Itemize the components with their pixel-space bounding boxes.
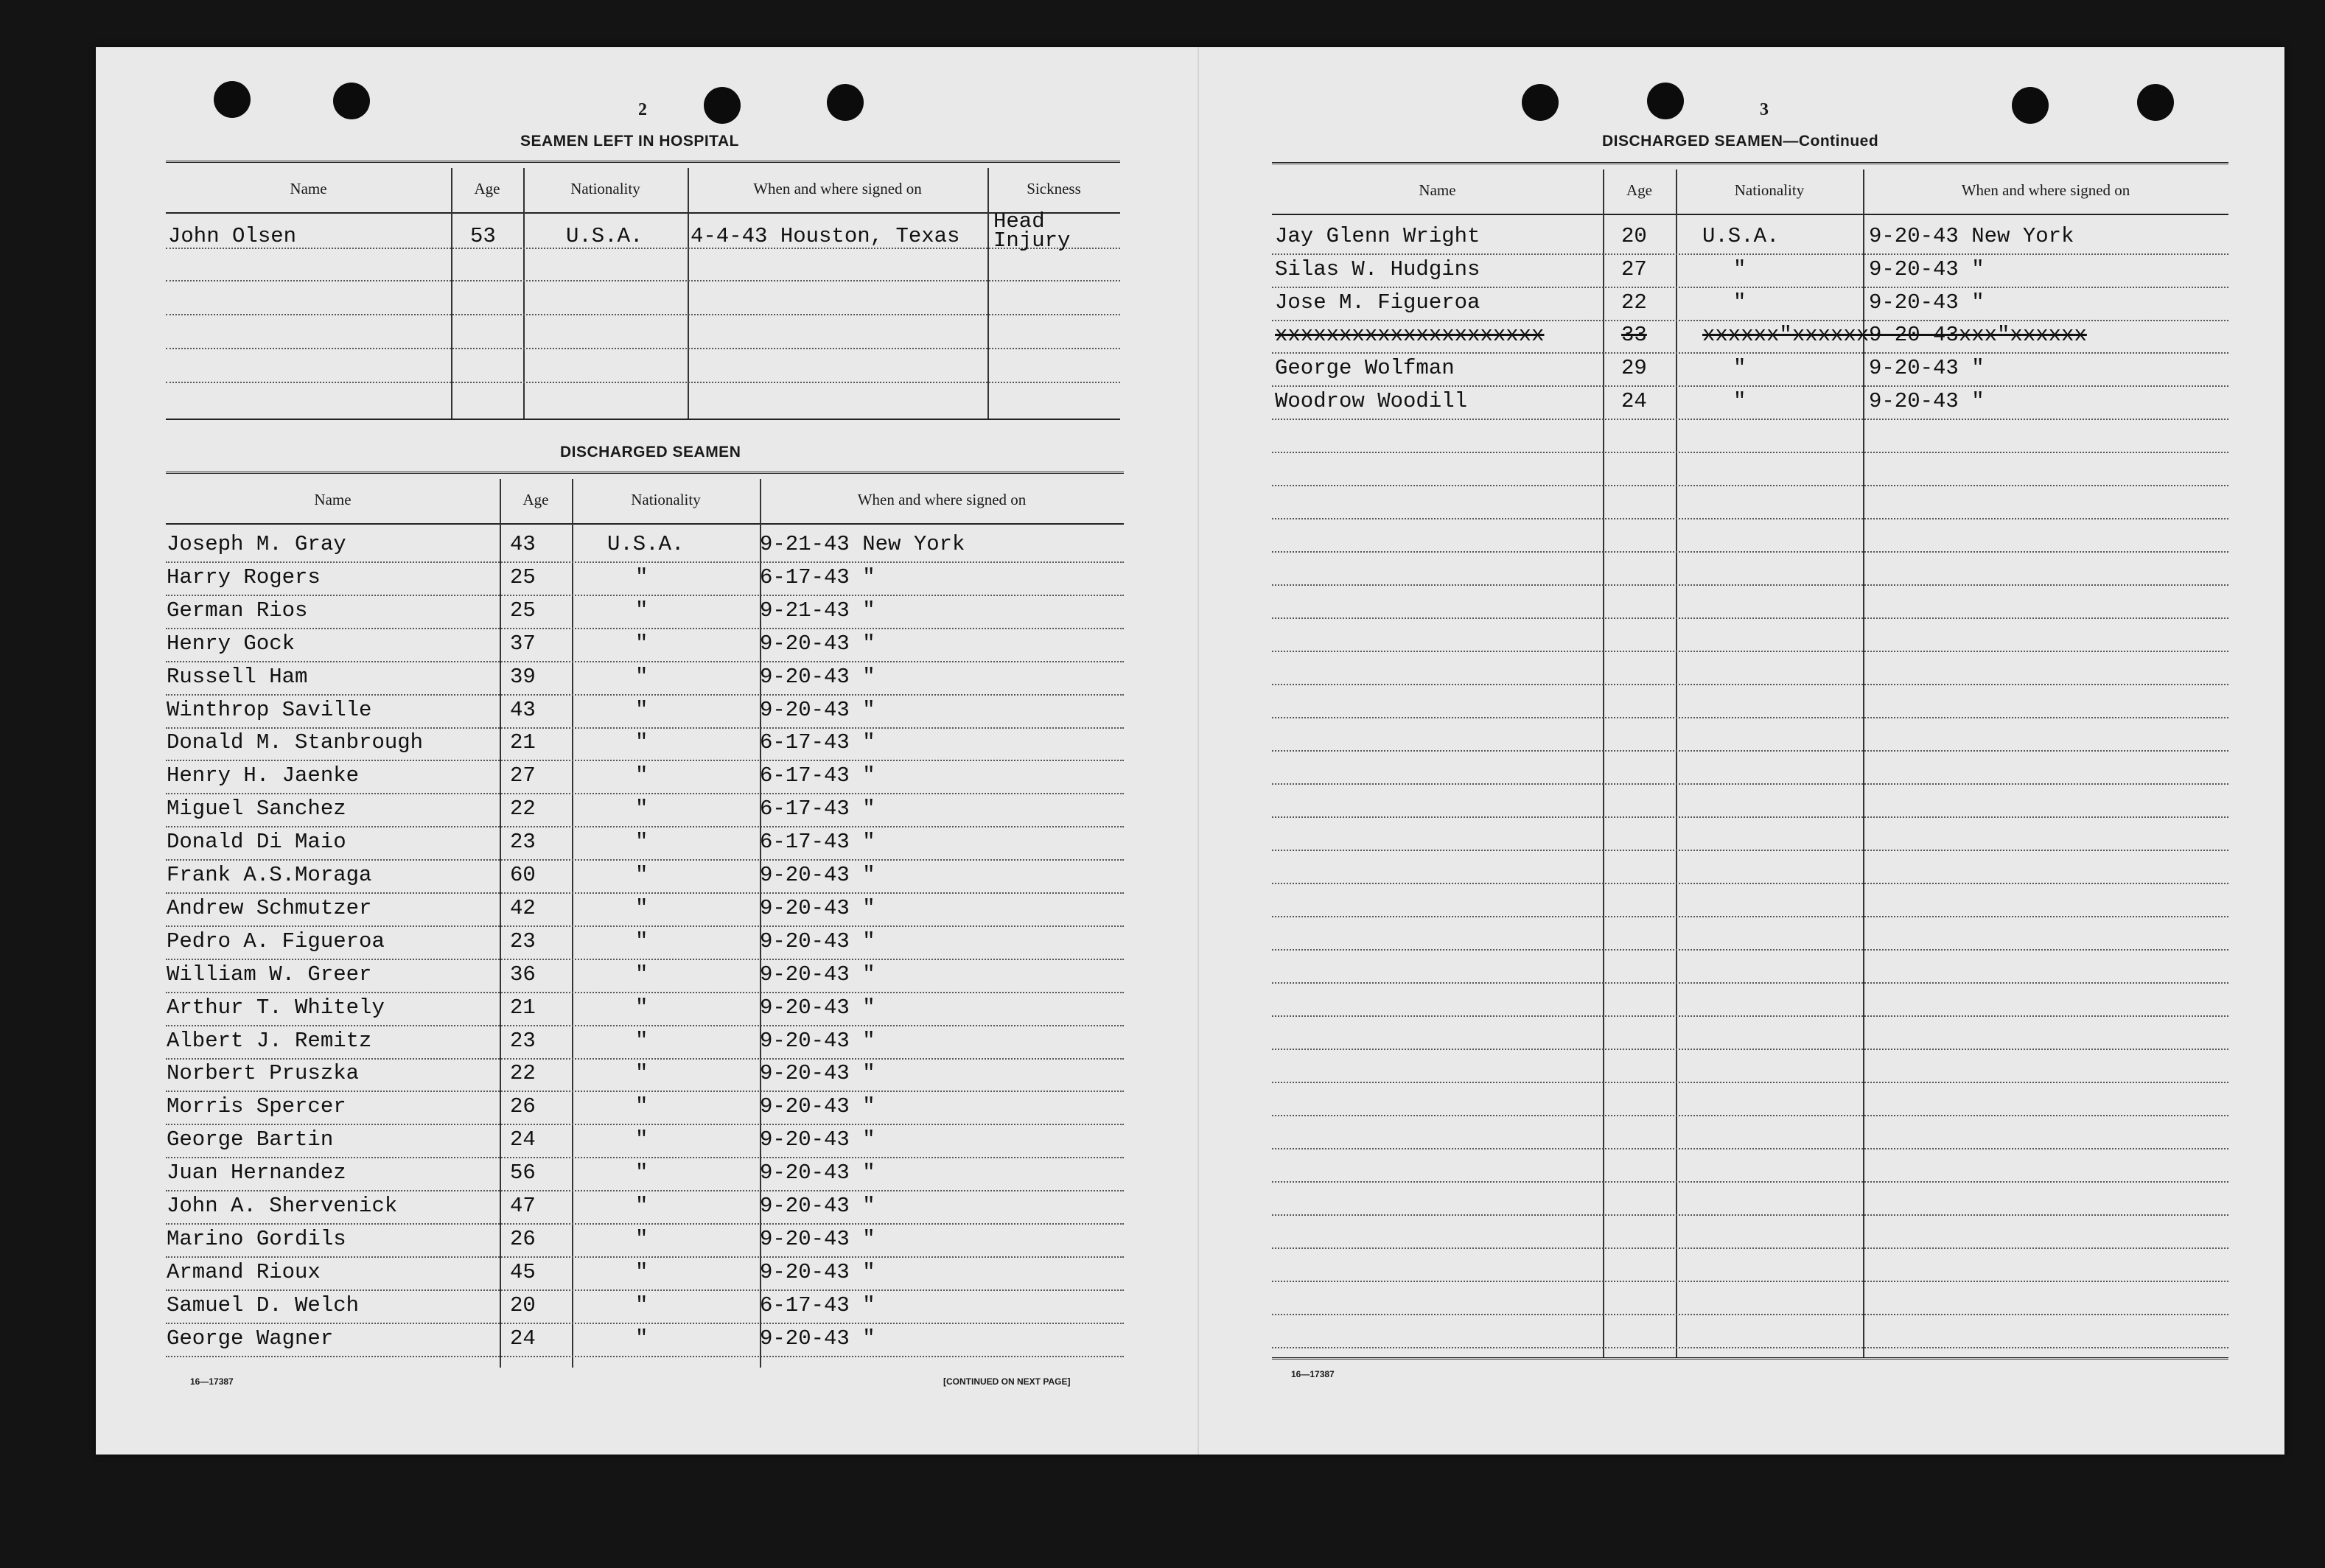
row-line xyxy=(1272,651,2228,652)
seaman-name: Henry H. Jaenke xyxy=(167,763,360,788)
row-line xyxy=(166,826,1124,827)
row-line xyxy=(1272,916,2228,917)
seaman-name: Juan Hernandez xyxy=(167,1161,346,1185)
seaman-nationality: " xyxy=(635,896,648,920)
seaman-nationality: U.S.A. xyxy=(607,532,685,556)
row-line xyxy=(1272,750,2228,752)
column-divider xyxy=(1863,169,1864,1357)
punch-hole xyxy=(704,87,741,124)
seaman-nationality: " xyxy=(635,631,648,656)
row-line xyxy=(166,661,1124,662)
punch-hole xyxy=(2137,84,2174,121)
signed-on: 9-20-43 " xyxy=(760,1227,875,1251)
seaman-age: 25 xyxy=(510,565,536,589)
seaman-age: 29 xyxy=(1621,356,1647,380)
seaman-name: George Wagner xyxy=(167,1326,334,1351)
seaman-age: 56 xyxy=(510,1161,536,1185)
seaman-age: 60 xyxy=(510,863,536,887)
seaman-name: Samuel D. Welch xyxy=(167,1293,360,1317)
column-divider xyxy=(1603,169,1604,1357)
seaman-name: Silas W. Hudgins xyxy=(1275,257,1480,281)
row-line xyxy=(1272,1015,2228,1017)
seaman-name: Donald M. Stanbrough xyxy=(167,730,424,755)
seaman-nationality: " xyxy=(635,565,648,589)
signed-on: 9-20-43 " xyxy=(760,1029,875,1053)
seaman-nationality: " xyxy=(635,830,648,854)
row-line xyxy=(1272,1082,2228,1083)
signed-on: 6-17-43 " xyxy=(760,830,875,854)
row-line xyxy=(1272,518,2228,519)
column-header: Name xyxy=(314,491,352,508)
row-line xyxy=(166,595,1124,596)
row-line xyxy=(166,859,1124,861)
row-line xyxy=(166,1124,1124,1125)
row-line xyxy=(1272,551,2228,553)
form-number: 16—17387 xyxy=(190,1376,234,1387)
column-divider xyxy=(987,168,989,419)
seaman-nationality: " xyxy=(635,995,648,1020)
seaman-age: 24 xyxy=(510,1326,536,1351)
seaman-age: 27 xyxy=(510,763,536,788)
form-number: 16—17387 xyxy=(1291,1369,1335,1379)
signed-on: 9-20-43 " xyxy=(1869,257,1985,281)
seaman-age: 23 xyxy=(510,929,536,953)
signed-on: 9-20-43 " xyxy=(760,1194,875,1218)
row-line xyxy=(1272,783,2228,785)
row-line xyxy=(166,248,1120,249)
row-line xyxy=(1272,385,2228,387)
seaman-age: 26 xyxy=(510,1227,536,1251)
seaman-name: John A. Shervenick xyxy=(167,1194,398,1218)
seaman-age: 21 xyxy=(510,995,536,1020)
row-line xyxy=(1272,1181,2228,1183)
seaman-nationality: " xyxy=(635,1260,648,1284)
punch-hole xyxy=(827,84,864,121)
signed-on: 9-20-43 " xyxy=(1869,389,1985,413)
seaman-age: 39 xyxy=(510,665,536,689)
signed-on: 9-20-43 " xyxy=(760,863,875,887)
seaman-name: Jay Glenn Wright xyxy=(1275,224,1480,248)
seaman-age: 27 xyxy=(1621,257,1647,281)
sickness: Head xyxy=(993,209,1045,234)
seaman-name: Harry Rogers xyxy=(167,565,321,589)
column-header: Sickness xyxy=(1027,180,1081,197)
row-line xyxy=(1272,584,2228,586)
signed-on: 9-20-43 " xyxy=(760,1326,875,1351)
seaman-age: 23 xyxy=(510,1029,536,1053)
row-line xyxy=(166,959,1124,960)
section-title: SEAMEN LEFT IN HOSPITAL xyxy=(520,133,739,150)
column-header: Name xyxy=(1419,181,1456,199)
seaman-nationality: " xyxy=(635,863,648,887)
seaman-age: 22 xyxy=(510,1061,536,1085)
seaman-name: Pedro A. Figueroa xyxy=(167,929,385,953)
row-line xyxy=(1272,1314,2228,1315)
signed-on: 4-4-43 Houston, Texas xyxy=(690,224,960,248)
seaman-name: Armand Rioux xyxy=(167,1260,321,1284)
row-line xyxy=(1272,419,2228,420)
signed-on: 9-20-43 " xyxy=(760,665,875,689)
signed-on: 9-20-43 " xyxy=(1869,290,1985,315)
seaman-name: Miguel Sanchez xyxy=(167,797,346,821)
signed-on: 9-21-43 " xyxy=(760,598,875,623)
page-number: 2 xyxy=(638,100,647,119)
seaman-nationality: " xyxy=(635,698,648,722)
row-line xyxy=(1272,485,2228,486)
seaman-name: Joseph M. Gray xyxy=(167,532,346,556)
seaman-nationality: " xyxy=(635,1293,648,1317)
seaman-name: Frank A.S.Moraga xyxy=(167,863,372,887)
row-line xyxy=(166,727,1124,729)
page-fold xyxy=(1198,47,1199,1455)
column-divider xyxy=(572,479,573,1368)
continued-note: [CONTINUED ON NEXT PAGE] xyxy=(943,1376,1071,1387)
table-rule xyxy=(166,161,1120,165)
seaman-age: 23 xyxy=(510,830,536,854)
column-header: Nationality xyxy=(1734,181,1805,199)
column-header: Age xyxy=(474,180,500,197)
seaman-name: John Olsen xyxy=(168,224,297,248)
seaman-name: German Rios xyxy=(167,598,308,623)
table-rule xyxy=(166,419,1120,420)
signed-on: 9-20-43 " xyxy=(1869,356,1985,380)
column-divider xyxy=(451,168,452,419)
signed-on: 9-20-43xxx"xxxxxx xyxy=(1869,323,2087,347)
row-line xyxy=(1272,352,2228,354)
column-header: When and where signed on xyxy=(753,180,922,197)
seaman-nationality: " xyxy=(1733,257,1747,281)
punch-hole xyxy=(2012,87,2049,124)
seaman-age: 43 xyxy=(510,698,536,722)
row-line xyxy=(166,561,1124,563)
punch-hole xyxy=(333,83,370,119)
signed-on: 9-20-43 New York xyxy=(1869,224,2074,248)
column-header: Age xyxy=(1626,181,1652,199)
seaman-name: Albert J. Remitz xyxy=(167,1029,372,1053)
row-line xyxy=(1272,1214,2228,1216)
row-line xyxy=(166,1323,1124,1324)
row-line xyxy=(166,694,1124,696)
seaman-age: 45 xyxy=(510,1260,536,1284)
row-line xyxy=(166,1157,1124,1158)
seaman-nationality: " xyxy=(635,1194,648,1218)
seaman-age: 43 xyxy=(510,532,536,556)
row-line xyxy=(1272,452,2228,453)
row-line xyxy=(1272,1115,2228,1116)
row-line xyxy=(1272,949,2228,951)
seaman-name: Winthrop Saville xyxy=(167,698,372,722)
row-line xyxy=(166,348,1120,349)
seaman-nationality: " xyxy=(635,730,648,755)
signed-on: 9-20-43 " xyxy=(760,962,875,987)
seaman-name: Marino Gordils xyxy=(167,1227,346,1251)
seaman-nationality: " xyxy=(1733,389,1747,413)
punch-hole xyxy=(1647,83,1684,119)
signed-on: 9-20-43 " xyxy=(760,995,875,1020)
seaman-nationality: U.S.A. xyxy=(566,224,643,248)
signed-on: 6-17-43 " xyxy=(760,797,875,821)
punch-hole xyxy=(1522,84,1559,121)
signed-on: 6-17-43 " xyxy=(760,763,875,788)
row-line xyxy=(1272,883,2228,884)
signed-on: 9-20-43 " xyxy=(760,698,875,722)
row-line xyxy=(166,992,1124,993)
seaman-name: Russell Ham xyxy=(167,665,308,689)
column-divider xyxy=(523,168,525,419)
row-line xyxy=(1272,1347,2228,1348)
signed-on: 6-17-43 " xyxy=(760,565,875,589)
column-header: When and where signed on xyxy=(857,491,1027,508)
seaman-nationality: " xyxy=(635,598,648,623)
column-divider xyxy=(500,479,501,1368)
table-rule xyxy=(166,212,1120,214)
seaman-nationality: " xyxy=(635,962,648,987)
seaman-name: William W. Greer xyxy=(167,962,372,987)
row-line xyxy=(1272,717,2228,718)
signed-on: 9-20-43 " xyxy=(760,631,875,656)
signed-on: 9-21-43 New York xyxy=(760,532,965,556)
row-line xyxy=(166,1256,1124,1258)
seaman-age: 33 xyxy=(1621,323,1647,347)
row-line xyxy=(1272,684,2228,685)
column-divider xyxy=(688,168,689,419)
row-line xyxy=(166,1289,1124,1291)
table-rule xyxy=(1272,214,2228,215)
section-title: DISCHARGED SEAMEN—Continued xyxy=(1602,133,1879,150)
seaman-nationality: " xyxy=(635,1094,648,1119)
section-title: DISCHARGED SEAMEN xyxy=(560,444,741,461)
seaman-age: 22 xyxy=(510,797,536,821)
seaman-nationality: U.S.A. xyxy=(1702,224,1780,248)
row-line xyxy=(166,382,1120,383)
row-line xyxy=(166,1356,1124,1357)
seaman-age: 36 xyxy=(510,962,536,987)
sickness: Injury xyxy=(993,228,1071,253)
seaman-age: 53 xyxy=(470,224,496,248)
seaman-nationality: " xyxy=(635,1029,648,1053)
column-divider xyxy=(1676,169,1677,1357)
row-line xyxy=(166,793,1124,794)
row-line xyxy=(1272,816,2228,818)
seaman-nationality: " xyxy=(635,1061,648,1085)
seaman-name: Henry Gock xyxy=(167,631,296,656)
page-number: 3 xyxy=(1760,100,1769,119)
row-line xyxy=(166,280,1120,281)
row-line xyxy=(166,314,1120,315)
seaman-name: xxxxxxxxxxxxxxxxxxxxx xyxy=(1275,323,1545,347)
column-header: Name xyxy=(290,180,327,197)
signed-on: 6-17-43 " xyxy=(760,730,875,755)
column-header: When and where signed on xyxy=(1961,181,2130,199)
signed-on: 9-20-43 " xyxy=(760,1127,875,1152)
table-rule xyxy=(166,472,1124,476)
seaman-nationality: xxxxxx"xxxxxx xyxy=(1702,323,1870,347)
seaman-age: 47 xyxy=(510,1194,536,1218)
seaman-nationality: " xyxy=(1733,356,1747,380)
signed-on: 9-20-43 " xyxy=(760,896,875,920)
table-rule xyxy=(1272,162,2228,167)
row-line xyxy=(1272,617,2228,619)
signed-on: 9-20-43 " xyxy=(760,929,875,953)
seaman-age: 20 xyxy=(510,1293,536,1317)
seaman-age: 22 xyxy=(1621,290,1647,315)
seaman-age: 24 xyxy=(510,1127,536,1152)
seaman-name: Morris Spercer xyxy=(167,1094,346,1119)
seaman-nationality: " xyxy=(635,1161,648,1185)
row-line xyxy=(1272,850,2228,851)
row-line xyxy=(1272,1281,2228,1282)
signed-on: 9-20-43 " xyxy=(760,1094,875,1119)
seaman-name: Norbert Pruszka xyxy=(167,1061,360,1085)
signed-on: 9-20-43 " xyxy=(760,1161,875,1185)
seaman-name: Woodrow Woodill xyxy=(1275,389,1468,413)
row-line xyxy=(1272,320,2228,321)
row-line xyxy=(1272,253,2228,255)
row-line xyxy=(1272,287,2228,288)
seaman-age: 26 xyxy=(510,1094,536,1119)
table-rule xyxy=(166,523,1124,525)
column-header: Nationality xyxy=(631,491,701,508)
row-line xyxy=(166,1190,1124,1191)
seaman-name: Andrew Schmutzer xyxy=(167,896,372,920)
table-rule xyxy=(1272,1357,2228,1362)
row-line xyxy=(166,1223,1124,1225)
seaman-age: 20 xyxy=(1621,224,1647,248)
column-header: Age xyxy=(522,491,549,508)
seaman-age: 24 xyxy=(1621,389,1647,413)
seaman-age: 21 xyxy=(510,730,536,755)
seaman-nationality: " xyxy=(635,1227,648,1251)
signed-on: 6-17-43 " xyxy=(760,1293,875,1317)
row-line xyxy=(166,925,1124,927)
seaman-name: Jose M. Figueroa xyxy=(1275,290,1480,315)
row-line xyxy=(166,1091,1124,1092)
seaman-nationality: " xyxy=(635,1127,648,1152)
seaman-name: Donald Di Maio xyxy=(167,830,346,854)
seaman-nationality: " xyxy=(635,763,648,788)
seaman-nationality: " xyxy=(635,1326,648,1351)
row-line xyxy=(166,628,1124,629)
punch-hole xyxy=(214,81,251,118)
seaman-name: Arthur T. Whitely xyxy=(167,995,385,1020)
row-line xyxy=(1272,1049,2228,1050)
row-line xyxy=(1272,982,2228,984)
row-line xyxy=(1272,1247,2228,1249)
row-line xyxy=(166,760,1124,761)
seaman-age: 37 xyxy=(510,631,536,656)
seaman-name: George Bartin xyxy=(167,1127,334,1152)
seaman-nationality: " xyxy=(635,929,648,953)
row-line xyxy=(166,1025,1124,1026)
seaman-nationality: " xyxy=(635,797,648,821)
seaman-age: 25 xyxy=(510,598,536,623)
column-header: Nationality xyxy=(570,180,640,197)
seaman-nationality: " xyxy=(1733,290,1747,315)
seaman-name: George Wolfman xyxy=(1275,356,1455,380)
signed-on: 9-20-43 " xyxy=(760,1061,875,1085)
row-line xyxy=(166,1058,1124,1060)
seaman-nationality: " xyxy=(635,665,648,689)
seaman-age: 42 xyxy=(510,896,536,920)
row-line xyxy=(166,892,1124,894)
row-line xyxy=(1272,1148,2228,1149)
signed-on: 9-20-43 " xyxy=(760,1260,875,1284)
